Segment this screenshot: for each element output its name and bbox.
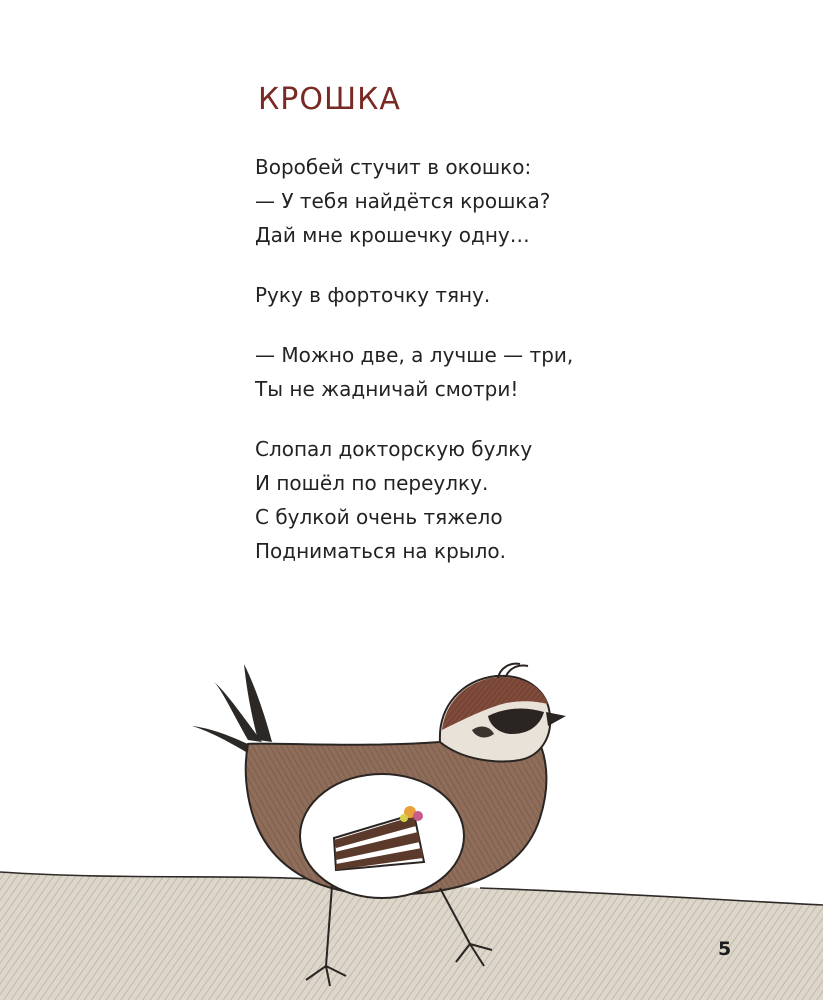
stanza xyxy=(255,338,675,406)
page-number: 5 xyxy=(718,938,732,960)
poem-line: — Можно две, а лучше — три, xyxy=(255,343,574,367)
poem-line: Ты не жадничай смотри! xyxy=(255,377,519,401)
poem-line: Воробей стучит в окошко: xyxy=(255,155,532,179)
poem-line: Дай мне крошечку одну… xyxy=(255,223,530,247)
beak xyxy=(546,712,566,726)
tail-feathers xyxy=(192,664,272,752)
stanza xyxy=(255,150,675,252)
poem-body xyxy=(255,150,675,594)
poem-line: С булкой очень тяжело xyxy=(255,505,503,529)
stanza xyxy=(255,432,675,568)
poem-line: Слопал докторскую булку xyxy=(255,437,533,461)
poem-line: Руку в форточку тяну. xyxy=(255,283,491,307)
poem-line: Подниматься на крыло. xyxy=(255,539,506,563)
poem-line: — У тебя найдётся крошка? xyxy=(255,189,551,213)
stanza xyxy=(255,278,675,312)
sparrow-illustration xyxy=(0,640,823,1000)
poem-title: КРОШКА xyxy=(258,82,401,117)
poem-line: И пошёл по переулку. xyxy=(255,471,489,495)
